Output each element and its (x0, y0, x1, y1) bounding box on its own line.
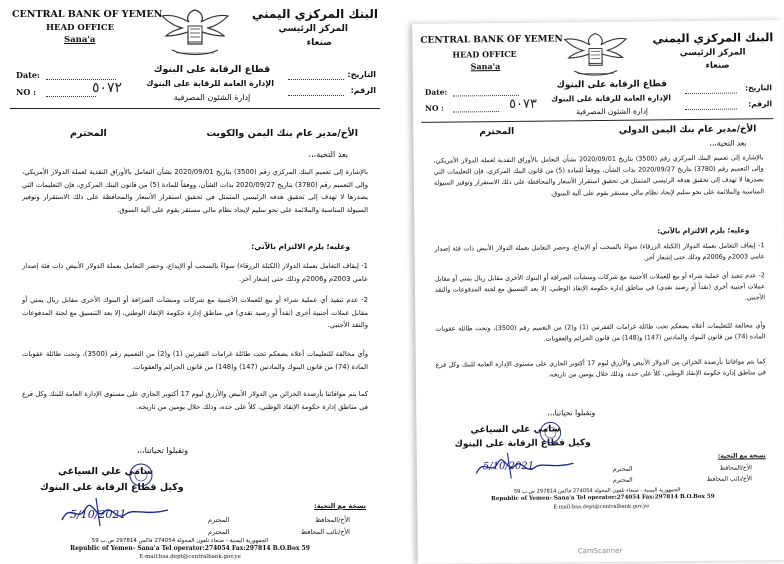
no-label-ar: الرقم: (748, 99, 773, 109)
no-line (46, 96, 96, 97)
dept-office: إدارة الشئون المصرفية (173, 93, 251, 102)
footer-ar: الجمهورية اليمنية - صنعاء تلفون المحولة 274054 فاكس 297814 ص.ب 59 (513, 487, 681, 495)
greeting: بعد التحية،،، (709, 138, 747, 148)
copy-recipient-1: الأخ/المحافظ (719, 464, 752, 472)
date-label-ar: التاريخ: (745, 83, 772, 93)
city-ar: صنعاء (705, 60, 730, 71)
copy-recipient-1: الأخ/المحافظ (315, 516, 350, 524)
footer-en: Republic of Yemen- Sana'a Tel operator:274054 Fax:297814 B.O.Box 59 (70, 545, 310, 552)
date-line-ar (288, 79, 344, 80)
copy-tail-2: المحترم (208, 528, 230, 536)
closing: وتقبلوا تحياتنا،،، (547, 408, 596, 418)
body-paragraph-3: كما يتم موافاتنا بأرصدة الخزائن من الدولار الأبيض والأزرق ليوم 17 أكتوبر الجاري على مستوى الإدارة العامة للبنك وكل فرع في مناطق إدارة حكومة الإنقاذ الوطني، كلاً على حده، وذلك خلال يومين من تاريخه. (22, 390, 369, 411)
date-label-en: Date: (424, 87, 448, 97)
honorific: المحترم (479, 126, 515, 138)
copy-tail-2: المحترم (612, 476, 633, 484)
signature-date: 5/10/2021 (482, 460, 535, 473)
date-label-en: Date: (16, 70, 40, 80)
copy-recipient-2: الأخ/نائب المحافظ (301, 528, 350, 536)
honorific: المحترم (70, 128, 107, 139)
list-item-2: 2- عدم تنفيذ أي عملية شراء أو بيع للعملات الأجنبية مع شركات ومنشآت الصرافة أو البنوك الأخرى مقابل ريال يمني أو مقابل عملات أجنبية أخرى (نقداً أو رصيد نقدي) في مناطق إدارة حكومة الإنقاذ الوطني، إلا بعد التنسيق مع لجنة المدفوعات والنقد الأجنبي. (434, 271, 766, 302)
seal-icon (128, 462, 154, 488)
addressee: الأخ/مدير عام بنك اليمن الدولي (618, 124, 757, 136)
scanner-watermark: CamScanner (577, 546, 623, 556)
body-paragraph-3: كما يتم موافاتنا بأرصدة الخزائن من الدولار الأبيض والأزرق ليوم 17 أكتوبر الجاري على مستوى الإدارة العامة للبنك وكل فرع في مناطق إدارة حكومة الإنقاذ الوطني، كلاً على حده، وذلك خلال يومين من تاريخه. (435, 357, 766, 379)
footer-email: E-mail:bsa.dept@centralbank.gov.ye (553, 503, 650, 511)
no-line-ar (685, 109, 737, 111)
eagle-emblem-icon (158, 4, 232, 62)
no-label-en: NO : (425, 103, 444, 113)
header-divider (10, 108, 380, 109)
letter-page-2 (412, 20, 784, 564)
no-line (453, 111, 499, 112)
footer-en: Republic of Yemen- Sana'a Tel operator:274054 Fax:297814 B.O.Box 59 (491, 493, 715, 503)
header-divider (421, 118, 773, 123)
city-en: Sana'a (64, 35, 96, 45)
no-label-ar: الرقم: (350, 86, 376, 95)
bank-name-ar: البنك المركزي اليمني (652, 30, 774, 46)
footer-email: E-mail:bsa.dept@centralbank.gov.ye (139, 554, 241, 560)
copy-tail-1: المحترم (612, 465, 633, 473)
list-item-1: 1- إيقاف التعامل بعملة الدولار (الكتلة الزرقاء) سواءً بالسحب أو الإيداع، وحصر التعامل بعملة الدولار الأبيض ذات فئة إصدار عامي 2003م و2006م وذلك حتى إشعار آخر. (22, 262, 368, 283)
copy-tail-1: المحترم (208, 516, 230, 524)
city-en: Sana'a (470, 61, 501, 72)
closing: وتقبلوا تحياتنا،،، (136, 446, 188, 455)
dept-general: الإدارة العامة للرقابة على البنوك (146, 79, 274, 88)
office-ar: المركز الرئيسي (278, 24, 348, 34)
dept-office: إدارة الشئون المصرفية (576, 106, 649, 117)
signer-name: سامي علي السياغي (58, 466, 154, 477)
signer-title: وكيل قطاع الرقابة على البنوك (40, 482, 184, 493)
footer-ar: الجمهورية اليمنية - صنعاء تلفون المحولة 274054 فاكس 297814 ص.ب 59 (91, 538, 269, 544)
date-label-ar: التاريخ: (347, 70, 376, 79)
body-intro: وعليه؛ يلزم الالتزام بالآتي: (657, 226, 750, 236)
ref-number: ٥٠٧٣ (508, 96, 538, 112)
body-paragraph-1: بالإشارة إلى تعميم البنك المركزي رقم (3500) بتاريخ 2020/09/01 بشأن التعامل بالأوراق النقدية لعملة الدولار الأمريكي، وإلى التعميم رقم (3780) بتاريخ 2020/09/27 بذات الشأن، ووفقاً للمادة (5) من قانون البنك المركزي، فإن التعليمات التي يصدرها لا تهدف إلى تحقيق هدفه الرئيسي المتمثل في تحقيق استقرار الأسعار والمحافظة على ذلك الاستقرار وتوفير السيولة المناسبة والملائمة على نحو سليم لإيجاد نظام مالي مستقر يقوم على آلية السوق. (433, 153, 764, 198)
body-paragraph-2: وأي مخالفة للتعليمات أعلاه يضعكم تحت طائلة غرامات الفقرتين (1) و(2) من التعميم رقم (3500)، وتحت طائلة عقوبات المادة (74) من قانون البنوك والمادتين (147) و(148) من قانون الجرائم والعقوبات. (435, 321, 766, 343)
office-en: HEAD OFFICE (46, 23, 115, 33)
dept-sector: قطاع الرقابة على البنوك (153, 64, 271, 75)
no-line-ar (288, 95, 344, 96)
signature-date: 5/10/2021 (70, 508, 127, 521)
body-paragraph-2: وأي مخالفة للتعليمات أعلاه يضعكم تحت طائلة غرامات الفقرتين (1) و(2) من التعميم رقم (3500)، وتحت طائلة عقوبات المادة (74) من قانون البنوك والمادتين (147) و(148) من قانون الجرائم والعقوبات. (22, 350, 369, 371)
body-intro: وعليه؛ يلزم الالتزام بالآتي: (251, 242, 350, 251)
seal-icon (538, 420, 562, 444)
letter-page-1 (0, 0, 388, 564)
signer-title: وكيل قطاع الرقابة على البنوك (454, 438, 591, 450)
copies-title: نسخة مع التحية: (314, 502, 366, 510)
bank-name-en: CENTRAL BANK OF YEMEN (420, 34, 563, 46)
signer-name: سامي علي السياغي (470, 424, 561, 436)
list-item-2: 2- عدم تنفيذ أي عملية شراء أو بيع للعملات الأجنبية مع شركات ومنشآت الصرافة أو البنوك الأخرى مقابل ريال يمني أو مقابل عملات أجنبية أخرى (نقداً أو رصيد نقدي) في مناطق إدارة حكومة الإنقاذ الوطني، إلا بعد التنسيق مع لجنة المدفوعات والنقد الأجنبي. (22, 296, 368, 330)
bank-name-ar: البنك المركزي اليمني (251, 7, 378, 21)
dept-general: الإدارة العامة للرقابة على البنوك (551, 93, 672, 104)
bank-name-en: CENTRAL BANK OF YEMEN (12, 9, 163, 20)
date-line-ar (685, 93, 737, 95)
office-en: HEAD OFFICE (452, 48, 517, 60)
eagle-emblem-icon (560, 28, 631, 83)
body-paragraph-1: بالإشارة إلى تعميم البنك المركزي رقم (3500) بتاريخ 2020/09/01 بشأن التعامل بالأوراق النقدية لعملة الدولار الأمريكي، وإلى التعميم رقم (3780) بتاريخ 2020/09/27 بذات الشأن، ووفقاً للمادة (5) من قانون البنك المركزي، فإن التعليمات التي يصدرها لا تهدف إلى تحقيق هدفه الرئيسي المتمثل في تحقيق استقرار الأسعار والمحافظة على ذلك الاستقرار وتوفير السيولة المناسبة والملائمة على نحو سليم لإيجاد نظام مالي مستقر يقوم على آلية السوق. (22, 168, 368, 214)
ref-number: ٥٠٧٢ (92, 80, 123, 96)
no-label-en: NO : (16, 87, 37, 97)
greeting: بعد التحية،،، (308, 150, 348, 159)
list-item-1: 1- إيقاف التعامل بعملة الدولار (الكتلة الزرقاء) سواءً بالسحب أو الإيداع، وحصر التعامل بعملة الدولار الأبيض ذات فئة إصدار عامي 2003م و2006م وذلك حتى إشعار آخر. (434, 241, 765, 262)
city-ar: صنعاء (306, 38, 332, 48)
dept-sector: قطاع الرقابة على البنوك (556, 79, 668, 91)
copies-title: نسخة مع التحية: (717, 452, 766, 460)
addressee: الأخ/مدير عام بنك اليمن والكويت (206, 128, 358, 139)
office-ar: المركز الرئيسي (679, 47, 746, 59)
copy-recipient-2: الأخ/نائب المحافظ (706, 475, 753, 483)
